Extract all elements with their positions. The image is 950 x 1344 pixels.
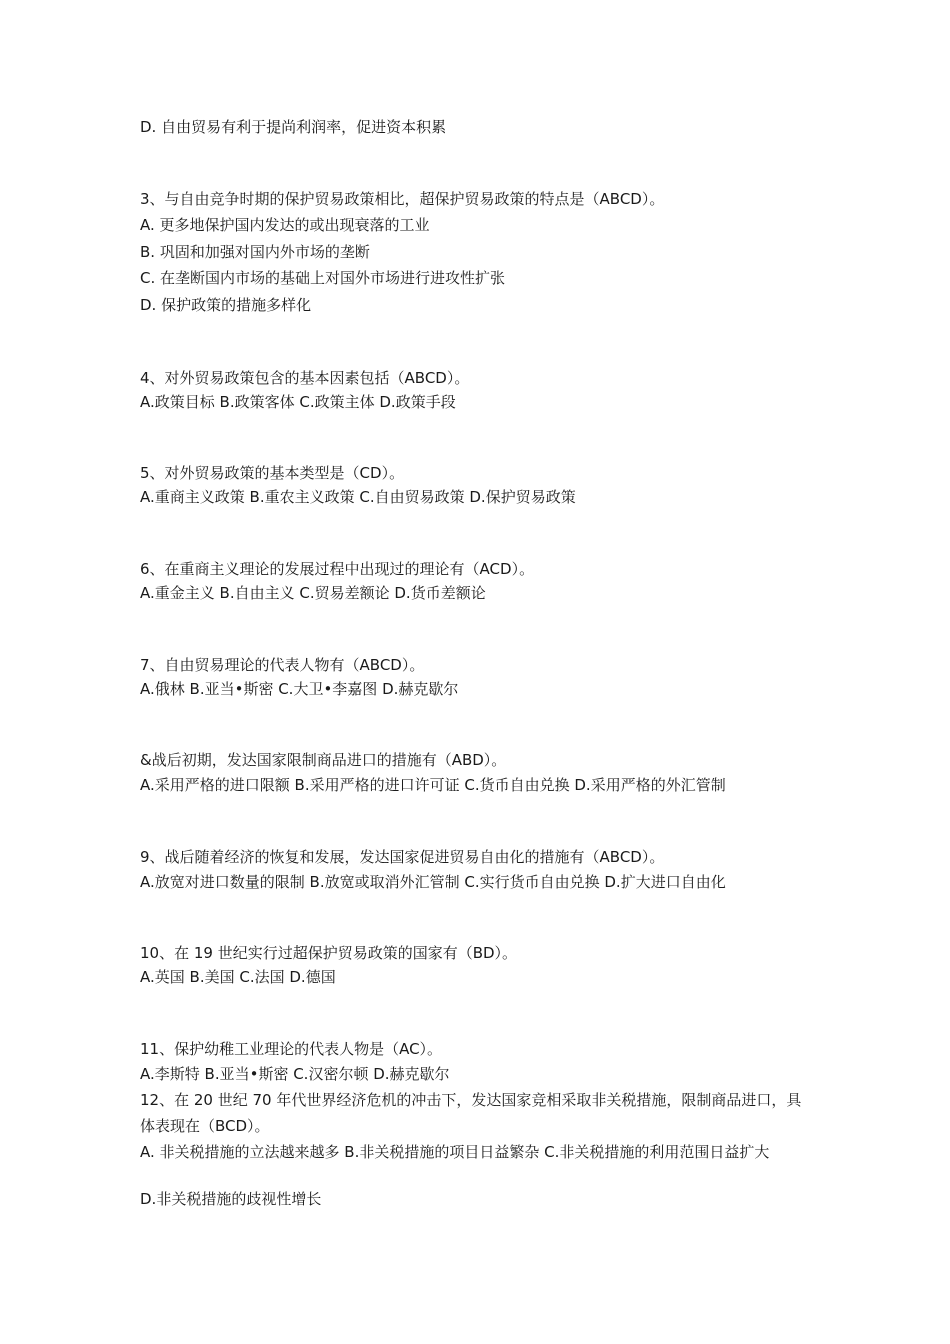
q11-question: 11、保护幼稚工业理论的代表人物是（AC）。 xyxy=(140,1040,443,1058)
q12-options-abc: A. 非关税措施的立法越来越多 B.非关税措施的项目日益繁杂 C.非关税措施的利用范围日益扩大 xyxy=(140,1143,770,1161)
q4-options: A.政策目标 B.政策客体 C.政策主体 D.政策手段 xyxy=(140,393,456,411)
q4-question: 4、对外贸易政策包含的基本因素包括（ABCD）。 xyxy=(140,369,470,387)
q3-option-d: D. 保护政策的措施多样化 xyxy=(140,296,312,314)
q9-options: A.放宽对进口数量的限制 B.放宽或取消外汇管制 C.实行货币自由兑换 D.扩大进口自由化 xyxy=(140,873,726,891)
q5-options: A.重商主义政策 B.重农主义政策 C.自由贸易政策 D.保护贸易政策 xyxy=(140,488,576,506)
q8-options: A.采用严格的进口限额 B.采用严格的进口许可证 C.货币自由兑换 D.采用严格的外汇管制 xyxy=(140,776,726,794)
q2-option-d: D. 自由贸易有利于提尚利润率，促进资本积累 xyxy=(140,118,447,136)
q8-question: &战后初期，发达国家限制商品进口的措施有（ABD）。 xyxy=(140,751,507,769)
q5-question: 5、对外贸易政策的基本类型是（CD）。 xyxy=(140,464,405,482)
q7-options: A.俄林 B.亚当•斯密 C.大卫•李嘉图 D.赫克歇尔 xyxy=(140,680,459,698)
q3-option-c: C. 在垄断国内市场的基础上对国外市场进行进攻性扩张 xyxy=(140,269,506,287)
q3-option-b: B. 巩固和加强对国内外市场的垄断 xyxy=(140,243,370,261)
q10-options: A.英国 B.美国 C.法国 D.德国 xyxy=(140,968,336,986)
q6-options: A.重金主义 B.自由主义 C.贸易差额论 D.货币差额论 xyxy=(140,584,486,602)
q3-question: 3、与自由竞争时期的保护贸易政策相比，超保护贸易政策的特点是（ABCD）。 xyxy=(140,190,665,208)
q7-question: 7、自由贸易理论的代表人物有（ABCD）。 xyxy=(140,656,425,674)
q12-question: 12、在 20 世纪 70 年代世界经济危机的冲击下，发达国家竞相采取非关税措施，限制商品进口，具体表现在（BCD）。 xyxy=(140,1091,802,1135)
q3-option-a: A. 更多地保护国内发达的或出现衰落的工业 xyxy=(140,216,430,234)
q12-option-d: D.非关税措施的歧视性增长 xyxy=(140,1190,322,1208)
q10-question: 10、在 19 世纪实行过超保护贸易政策的国家有（BD）。 xyxy=(140,944,518,962)
q11-options: A.李斯特 B.亚当•斯密 C.汉密尔顿 D.赫克歇尔 xyxy=(140,1065,450,1083)
q9-question: 9、战后随着经济的恢复和发展，发达国家促进贸易自由化的措施有（ABCD）。 xyxy=(140,848,665,866)
q6-question: 6、在重商主义理论的发展过程中出现过的理论有（ACD）。 xyxy=(140,560,535,578)
